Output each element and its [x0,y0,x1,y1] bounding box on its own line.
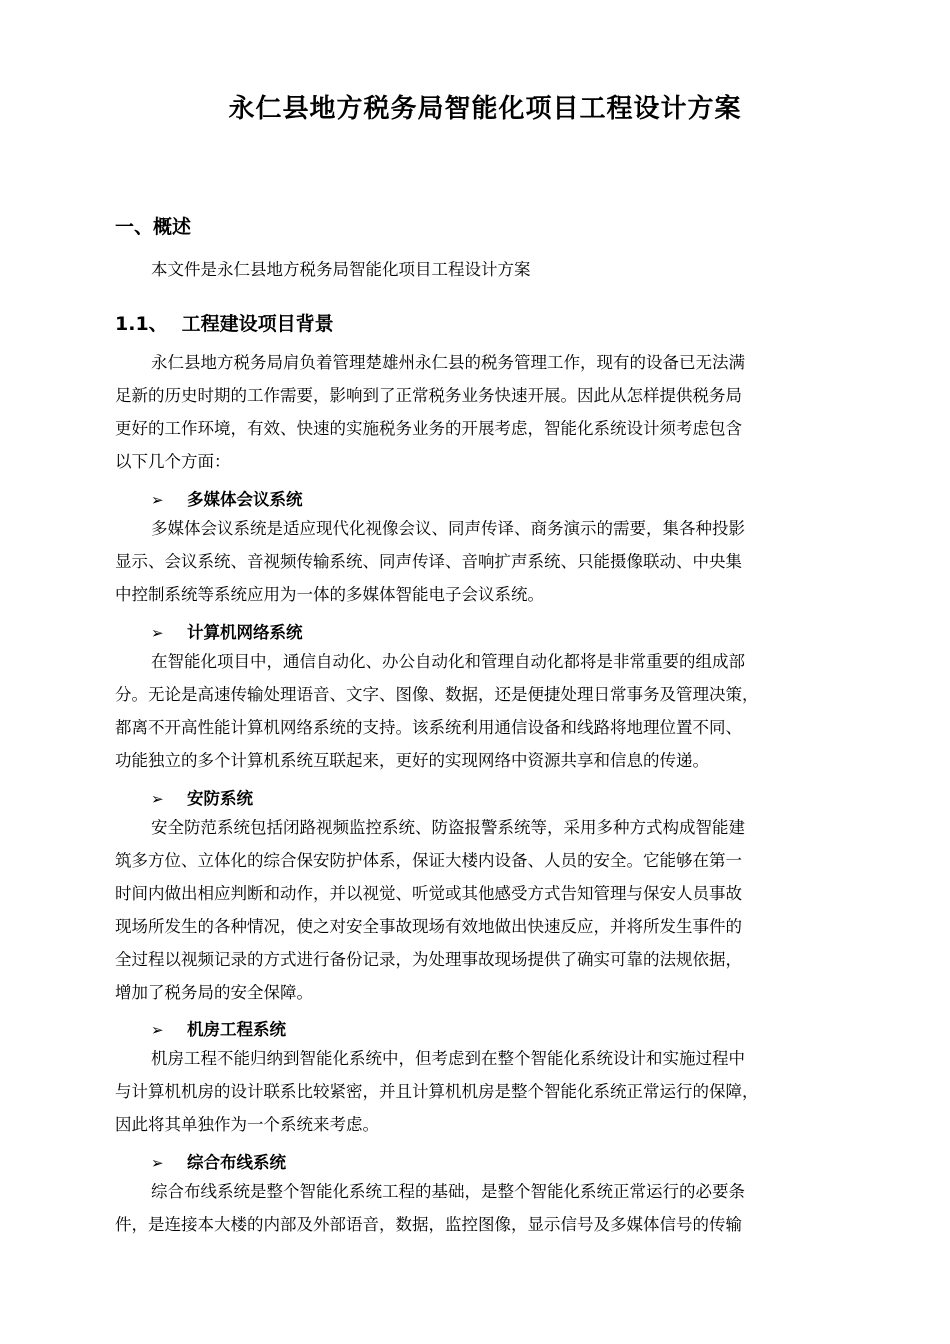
paragraph-line: 以下几个方面： [115,452,231,471]
paragraph-line: 筑多方位、立体化的综合保安防护体系，保证大楼内设备、人员的安全。它能够在第一 [115,851,742,870]
paragraph-line: 多媒体会议系统是适应现代化视像会议、同声传译、商务演示的需要，集各种投影 [151,519,745,538]
background-paragraph [115,346,855,478]
paragraph-line: 全过程以视频记录的方式进行备份记录，为处理事故现场提供了确实可靠的法规依据， [115,950,742,969]
paragraph-line: 都离不开高性能计算机网络系统的支持。该系统利用通信设备和线路将地理位置不同、 [115,718,742,737]
multimedia-paragraph [115,512,855,611]
section-heading-text: 工程建设项目背景 [181,313,334,335]
paragraph-line: 足新的历史时期的工作需要，影响到了正常税务业务快速开展。因此从怎样提供税务局 [115,386,742,405]
section-heading-overview: 一、概述 [115,216,192,238]
subsection-title: 机房工程系统 [187,1020,286,1039]
network-paragraph [115,645,855,777]
subsection-heading-multimedia [151,486,303,510]
section-heading-background [115,309,334,336]
subsection-heading-cabling [151,1149,286,1173]
paragraph-line: 综合布线系统是整个智能化系统工程的基础，是整个智能化系统正常运行的必要条 [151,1182,745,1201]
paragraph-line: 与计算机机房的设计联系比较紧密，并且计算机机房是整个智能化系统正常运行的保障， [115,1082,759,1101]
paragraph-line: 中控制系统等系统应用为一体的多媒体智能电子会议系统。 [115,585,544,604]
overview-intro-text: 本文件是永仁县地方税务局智能化项目工程设计方案 [151,260,531,279]
machine-room-paragraph [115,1042,855,1141]
arrow-bullet-icon: ➢ [151,1021,164,1039]
paragraph-line: 安全防范系统包括闭路视频监控系统、防盗报警系统等，采用多种方式构成智能建 [151,818,745,837]
paragraph-line: 显示、会议系统、音视频传输系统、同声传译、音响扩声系统、只能摄像联动、中央集 [115,552,742,571]
paragraph-line: 因此将其单独作为一个系统来考虑。 [115,1115,379,1134]
subsection-heading-security [151,785,253,809]
section-number: 1.1、 [115,313,168,335]
arrow-bullet-icon: ➢ [151,1154,164,1172]
arrow-bullet-icon: ➢ [151,491,164,509]
subsection-title: 多媒体会议系统 [187,490,303,509]
paragraph-line: 功能独立的多个计算机系统互联起来，更好的实现网络中资源共享和信息的传递。 [115,751,709,770]
subsection-heading-machine-room [151,1016,286,1040]
subsection-title: 综合布线系统 [187,1153,286,1172]
paragraph-line: 在智能化项目中，通信自动化、办公自动化和管理自动化都将是非常重要的组成部 [151,652,745,671]
paragraph-line: 机房工程不能归纳到智能化系统中，但考虑到在整个智能化系统设计和实施过程中 [151,1049,745,1068]
document-title: 永仁县地方税务局智能化项目工程设计方案 [228,94,742,124]
arrow-bullet-icon: ➢ [151,790,164,808]
subsection-heading-network [151,619,303,643]
paragraph-line: 永仁县地方税务局肩负着管理楚雄州永仁县的税务管理工作，现有的设备已无法满 [151,353,745,372]
security-paragraph [115,811,855,1009]
subsection-title: 安防系统 [187,789,253,808]
cabling-paragraph [115,1175,855,1241]
paragraph-line: 增加了税务局的安全保障。 [115,983,313,1002]
paragraph-line: 时间内做出相应判断和动作，并以视觉、听觉或其他感受方式告知管理与保安人员事故 [115,884,742,903]
paragraph-line: 更好的工作环境，有效、快速的实施税务业务的开展考虑，智能化系统设计须考虑包含 [115,419,742,438]
paragraph-line: 现场所发生的各种情况，使之对安全事故现场有效地做出快速反应，并将所发生事件的 [115,917,742,936]
arrow-bullet-icon: ➢ [151,624,164,642]
paragraph-line: 件，是连接本大楼的内部及外部语音，数据，监控图像，显示信号及多媒体信号的传输 [115,1215,742,1234]
paragraph-line: 分。无论是高速传输处理语音、文字、图像、数据，还是便捷处理日常事务及管理决策， [115,685,759,704]
subsection-title: 计算机网络系统 [187,623,303,642]
